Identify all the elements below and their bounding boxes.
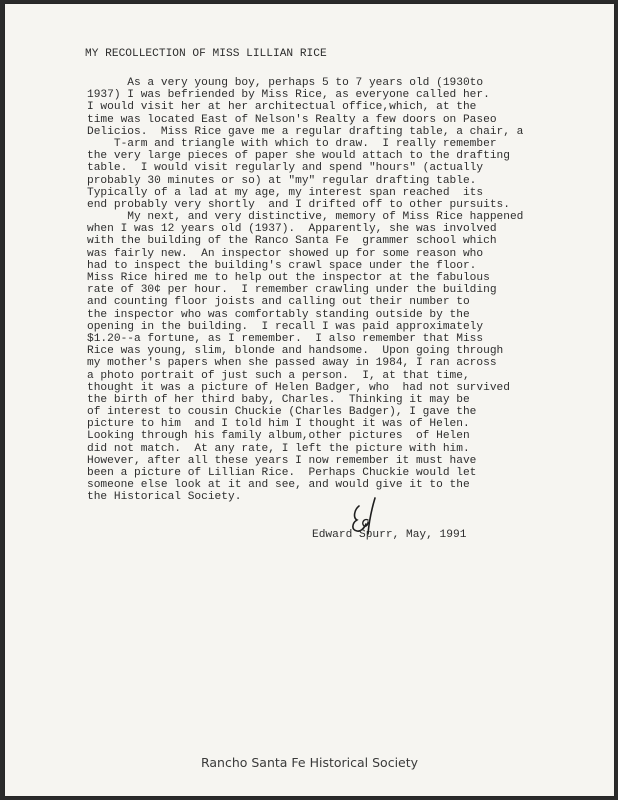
body-line: As a very young boy, perhaps 5 to 7 years old (1930to — [87, 77, 484, 89]
body-line: table. I would visit regularly and spend "hours" (actually — [87, 162, 484, 175]
document-page — [5, 4, 614, 796]
document-body — [87, 77, 587, 504]
body-line: end probably very shortly and I drifted off to other pursuits. — [87, 198, 510, 211]
body-line: was fairly new. An inspector showed up for some reason who — [87, 247, 484, 260]
body-line: Typically of a lad at my age, my interest span reached its — [87, 186, 484, 199]
body-line: when I was 12 years old (1937). Apparently, she was involved — [87, 223, 497, 236]
body-line: Delicios. Miss Rice gave me a regular drafting table, a chair, a — [87, 125, 524, 138]
body-line: my mother's papers when she passed away in 1984, I ran across — [87, 357, 497, 370]
body-line: Rice was young, slim, blonde and handsome. Upon going through — [87, 345, 504, 358]
body-line: did not match. At any rate, I left the picture with him. — [87, 442, 470, 455]
body-line: opening in the building. I recall I was paid approximately — [87, 320, 484, 333]
body-line: I would visit her at her architectual office,which, at the — [87, 101, 477, 114]
body-line: been a picture of Lillian Rice. Perhaps Chuckie would let — [87, 467, 477, 479]
body-line: and counting floor joists and calling out their number to — [87, 296, 470, 309]
body-line: T-arm and triangle with which to draw. I really remember — [87, 137, 497, 150]
body-line: the birth of her third baby, Charles. Thinking it may be — [87, 393, 470, 406]
body-line: the inspector who was comfortably standing outside by the — [87, 308, 470, 321]
document-title: MY RECOLLECTION OF MISS LILLIAN RICE — [85, 48, 327, 60]
body-line: Looking through his family album,other pictures of Helen — [87, 430, 470, 443]
body-line: someone else look at it and see, and would give it to the — [87, 479, 470, 492]
body-line: $1.20--a fortune, as I remember. I also remember that Miss — [87, 332, 484, 345]
body-line: My next, and very distinctive, memory of Miss Rice happened — [87, 211, 524, 224]
body-line: thought it was a picture of Helen Badger, who had not survived — [87, 381, 510, 394]
body-line: rate of 30¢ per hour. I remember crawling under the building — [87, 284, 497, 297]
body-line: a photo portrait of just such a person. I, at that time, — [87, 369, 470, 382]
body-line: However, after all these years I now remember it must have — [87, 454, 477, 467]
body-line: Miss Rice hired me to help out the inspector at the fabulous — [87, 272, 490, 284]
body-line: picture to him and I told him I thought it was of Helen. — [87, 418, 470, 431]
body-line: time was located East of Nelson's Realty a few doors on Paseo — [87, 113, 497, 126]
footer-credit: Rancho Santa Fe Historical Society — [200, 755, 419, 770]
body-line: the very large pieces of paper she would attach to the drafting — [87, 150, 510, 163]
signature-line: Edward Spurr, May, 1991 — [312, 529, 467, 541]
body-line: probably 30 minutes or so) at "my" regular drafting table. — [87, 174, 477, 187]
body-line: with the building of the Ranco Santa Fe grammer school which — [87, 235, 497, 248]
body-line: had to inspect the building's crawl space under the floor. — [87, 259, 477, 272]
body-line: the Historical Society. — [87, 491, 242, 504]
body-line: of interest to cousin Chuckie (Charles Badger), I gave the — [87, 406, 477, 419]
body-line: 1937) I was befriended by Miss Rice, as everyone called her. — [87, 89, 490, 102]
